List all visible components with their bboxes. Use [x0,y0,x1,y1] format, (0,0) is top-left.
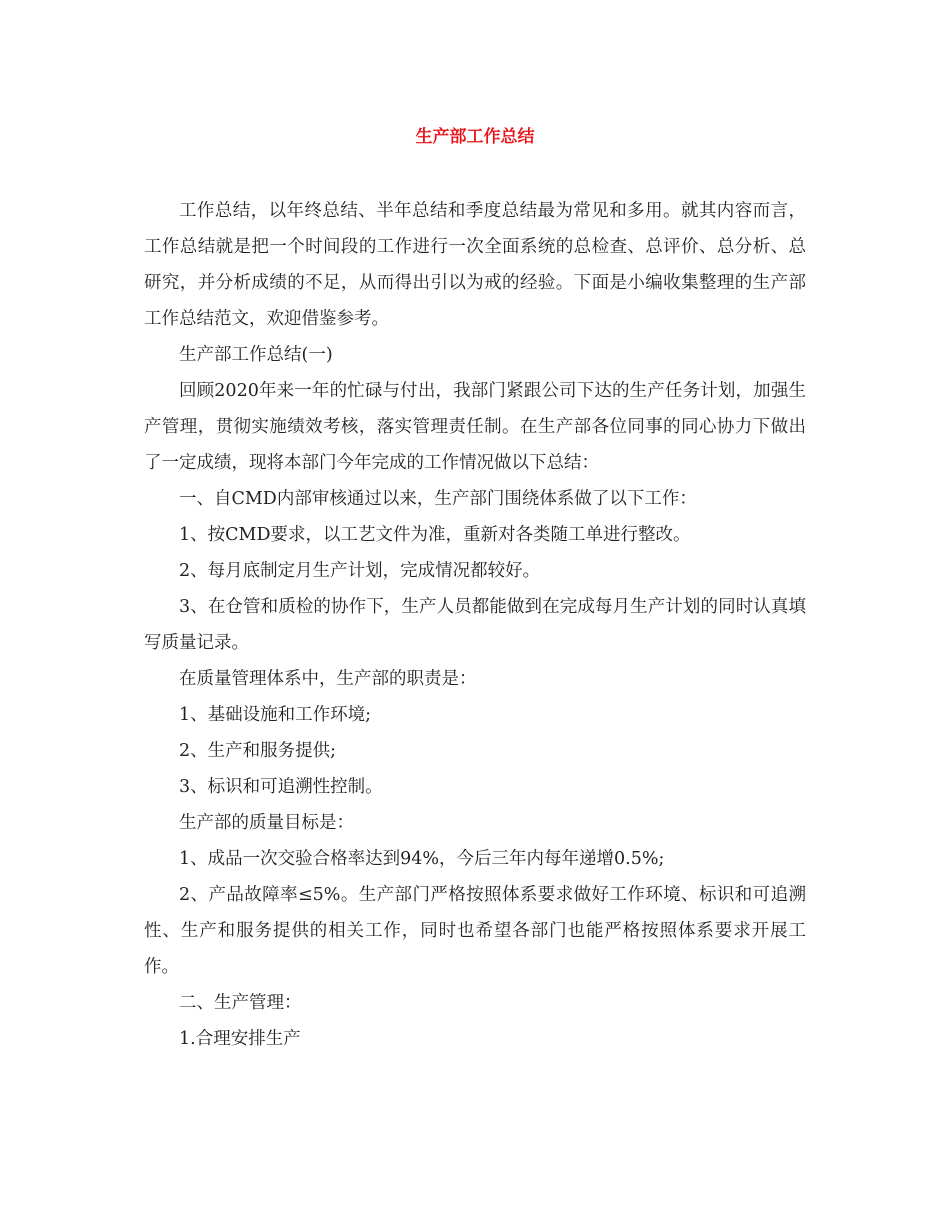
section-heading-cmd: 一、自CMD内部审核通过以来，生产部门围绕体系做了以下工作： [179,489,697,509]
list-item-goal-2: 2、产品故障率≤5%。生产部门严格按照体系要求做好工作环境、标识和可追溯性、生产和服务提供的相关工作，同时也希望各部门也能严格按照体系要求开展工作。 [144,885,806,977]
document-body [144,193,806,1057]
paragraph-responsibilities: 在质量管理体系中，生产部的职责是： [179,669,477,689]
list-item-goal-1: 1、成品一次交验合格率达到94%，今后三年内每年递增0.5%; [179,849,665,869]
list-item-responsibility-1: 1、基础设施和工作环境; [179,705,372,725]
paragraph-intro: 工作总结，以年终总结、半年总结和季度总结最为常见和多用。就其内容而言，工作总结就是把一个时间段的工作进行一次全面系统的总检查、总评价、总分析、总研究，并分析成绩的不足，从而得出引以为戒的经验。下面是小编收集整理的生产部工作总结范文，欢迎借鉴参考。 [144,201,806,329]
list-item-responsibility-3: 3、标识和可追溯性控制。 [179,777,383,797]
list-item-production-1: 1.合理安排生产 [179,1029,301,1049]
section-heading-production: 二、生产管理： [179,993,302,1013]
list-item-cmd-1: 1、按CMD要求，以工艺文件为准，重新对各类随工单进行整改。 [179,525,691,545]
list-item-cmd-2: 2、每月底制定月生产计划，完成情况都较好。 [179,561,541,581]
document-title: 生产部工作总结 [415,127,535,147]
section-heading-summary-1: 生产部工作总结(一) [179,345,333,365]
paragraph-quality-goals: 生产部的质量目标是： [179,813,354,833]
list-item-cmd-3: 3、在仓管和质检的协作下，生产人员都能做到在完成每月生产计划的同时认真填写质量记录。 [144,597,806,653]
list-item-responsibility-2: 2、生产和服务提供; [179,741,337,761]
paragraph-review: 回顾2020年来一年的忙碌与付出，我部门紧跟公司下达的生产任务计划，加强生产管理，贯彻实施绩效考核，落实管理责任制。在生产部各位同事的同心协力下做出了一定成绩，现将本部门今年完成的工作情况做以下总结： [144,381,806,473]
